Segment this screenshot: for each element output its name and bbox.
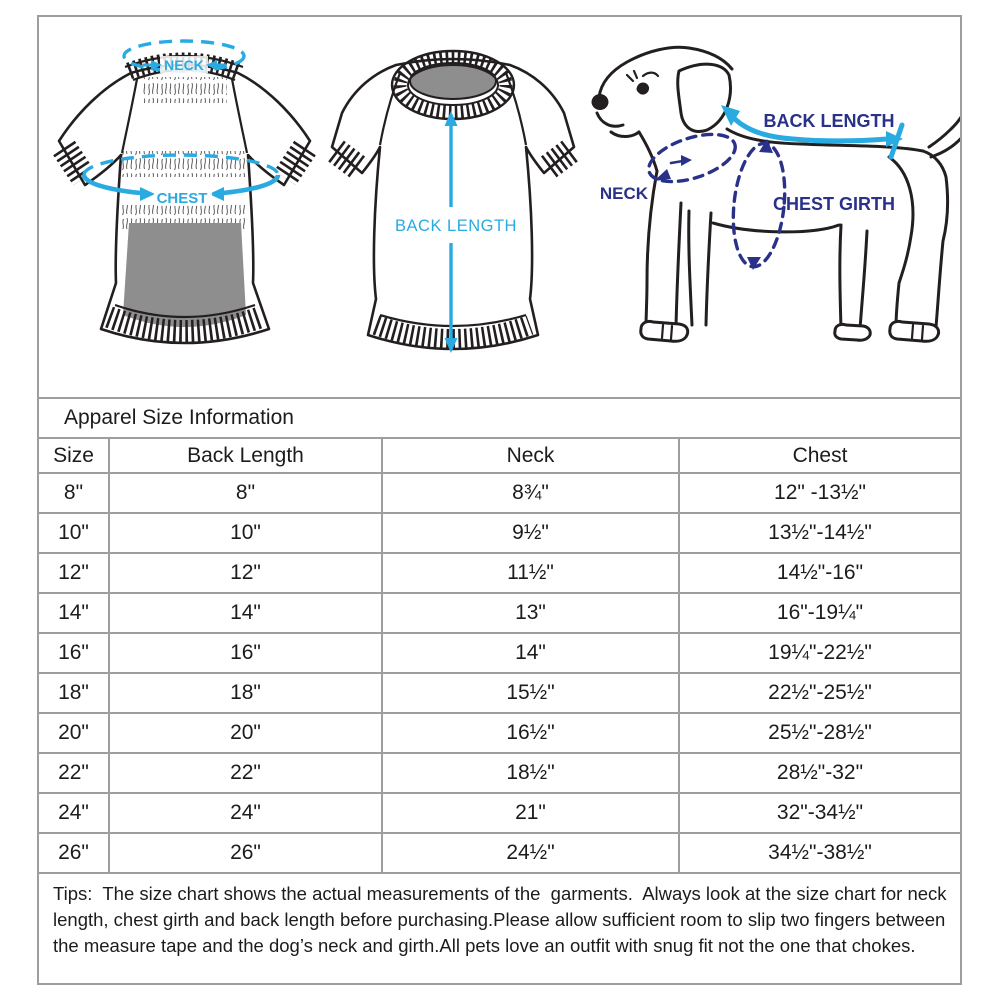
back-length-cell: 20" [109,713,382,753]
dog-mouth [597,113,639,137]
neck-cell: 16½" [382,713,679,753]
col-header-neck: Neck [382,439,679,473]
size-cell: 20" [39,713,109,753]
table-row [39,673,960,713]
dog-nose [592,94,609,110]
dog-neck-ellipse [643,125,741,191]
dog-neck-label: NECK [599,184,649,203]
dog-eye [637,83,650,95]
col-header-size: Size [39,439,109,473]
chest-cell: 25½"-28½" [679,713,960,753]
dog-eyelashes [627,71,658,81]
chest-cell: 12" -13½" [679,473,960,513]
neck-cell: 18½" [382,753,679,793]
neck-cell: 9½" [382,513,679,553]
back-length-cell: 10" [109,513,382,553]
back-length-cell: 26" [109,833,382,872]
table-row [39,473,960,513]
back-length-cell: 8" [109,473,382,513]
chest-cell: 28½"-32" [679,753,960,793]
size-cell: 22" [39,753,109,793]
chest-cell: 19¼"-22½" [679,633,960,673]
dog-diagram [592,47,961,341]
size-cell: 24" [39,793,109,833]
col-header-back-length: Back Length [109,439,382,473]
chest-cell: 14½"-16" [679,553,960,593]
garment-front-body [332,59,574,349]
dog-neck-arrowhead2 [681,155,692,166]
chest-cell: 34½"-38½" [679,833,960,872]
dog-front-leg-near [646,171,681,327]
size-cell: 12" [39,553,109,593]
header-row [39,439,960,473]
garment-neck-label: NECK [164,57,204,73]
chest-cell: 16"-19¼" [679,593,960,633]
back-length-cell: 16" [109,633,382,673]
back-length-cell: 24" [109,793,382,833]
table-row [39,713,960,753]
table-title-text: Apparel Size Information [64,406,294,429]
table-row [39,753,960,793]
neck-cell: 15½" [382,673,679,713]
dog-hind-leg-near [889,157,913,327]
fur-band-neck [143,77,227,103]
chest-cell: 32"-34½" [679,793,960,833]
dog-tail [929,81,960,157]
measurement-diagrams [39,17,960,399]
dog-chest-girth-label: CHEST GIRTH [772,194,896,214]
size-table [39,439,960,872]
table-row [39,633,960,673]
collar-inner-opening [410,63,496,99]
table-row [39,593,960,633]
garment-back-diagram [59,41,310,343]
dog-hind-paw-near [890,321,939,341]
neck-cell: 8¾" [382,473,679,513]
table-row [39,553,960,593]
neck-cell: 14" [382,633,679,673]
table-row [39,833,960,872]
diagrams-svg [39,17,960,395]
tips-text: Tips: The size chart shows the actual measurements of the garments. Always look at the size chart for neck length, chest girth and back length before purchasing.Please allow sufficient room to slip two fingers between the measure tape and the dog’s neck and girth.All pets love an outfit with snug fit not the one that chokes. [39,872,960,983]
garment-front-diagram [332,51,574,353]
chest-cell: 22½"-25½" [679,673,960,713]
neck-cell: 24½" [382,833,679,872]
col-header-chest: Chest [679,439,960,473]
dog-ear [678,64,731,131]
back-length-cell: 18" [109,673,382,713]
back-length-cell: 12" [109,553,382,593]
size-cell: 18" [39,673,109,713]
garment-chest-label: CHEST [156,190,208,207]
back-length-cell: 14" [109,593,382,633]
dog-hind-paw-far [835,324,870,340]
dog-back-length-label: BACK LENGTH [763,111,895,131]
size-cell: 10" [39,513,109,553]
size-cell: 16" [39,633,109,673]
back-length-cell: 22" [109,753,382,793]
table-title [39,399,960,439]
dog-front-paw-near [641,321,688,341]
table-row [39,793,960,833]
chest-cell: 13½"-14½" [679,513,960,553]
dog-rump-rear-leg [923,151,948,327]
dog-hind-leg-far [840,225,867,329]
size-cell: 26" [39,833,109,872]
neck-cell: 21" [382,793,679,833]
dog-front-leg-far [689,211,711,325]
garment-back-length-label: BACK LENGTH [395,217,517,235]
size-cell: 8" [39,473,109,513]
neck-cell: 11½" [382,553,679,593]
neck-cell: 13" [382,593,679,633]
content-frame [37,15,962,985]
table-row [39,513,960,553]
size-cell: 14" [39,593,109,633]
